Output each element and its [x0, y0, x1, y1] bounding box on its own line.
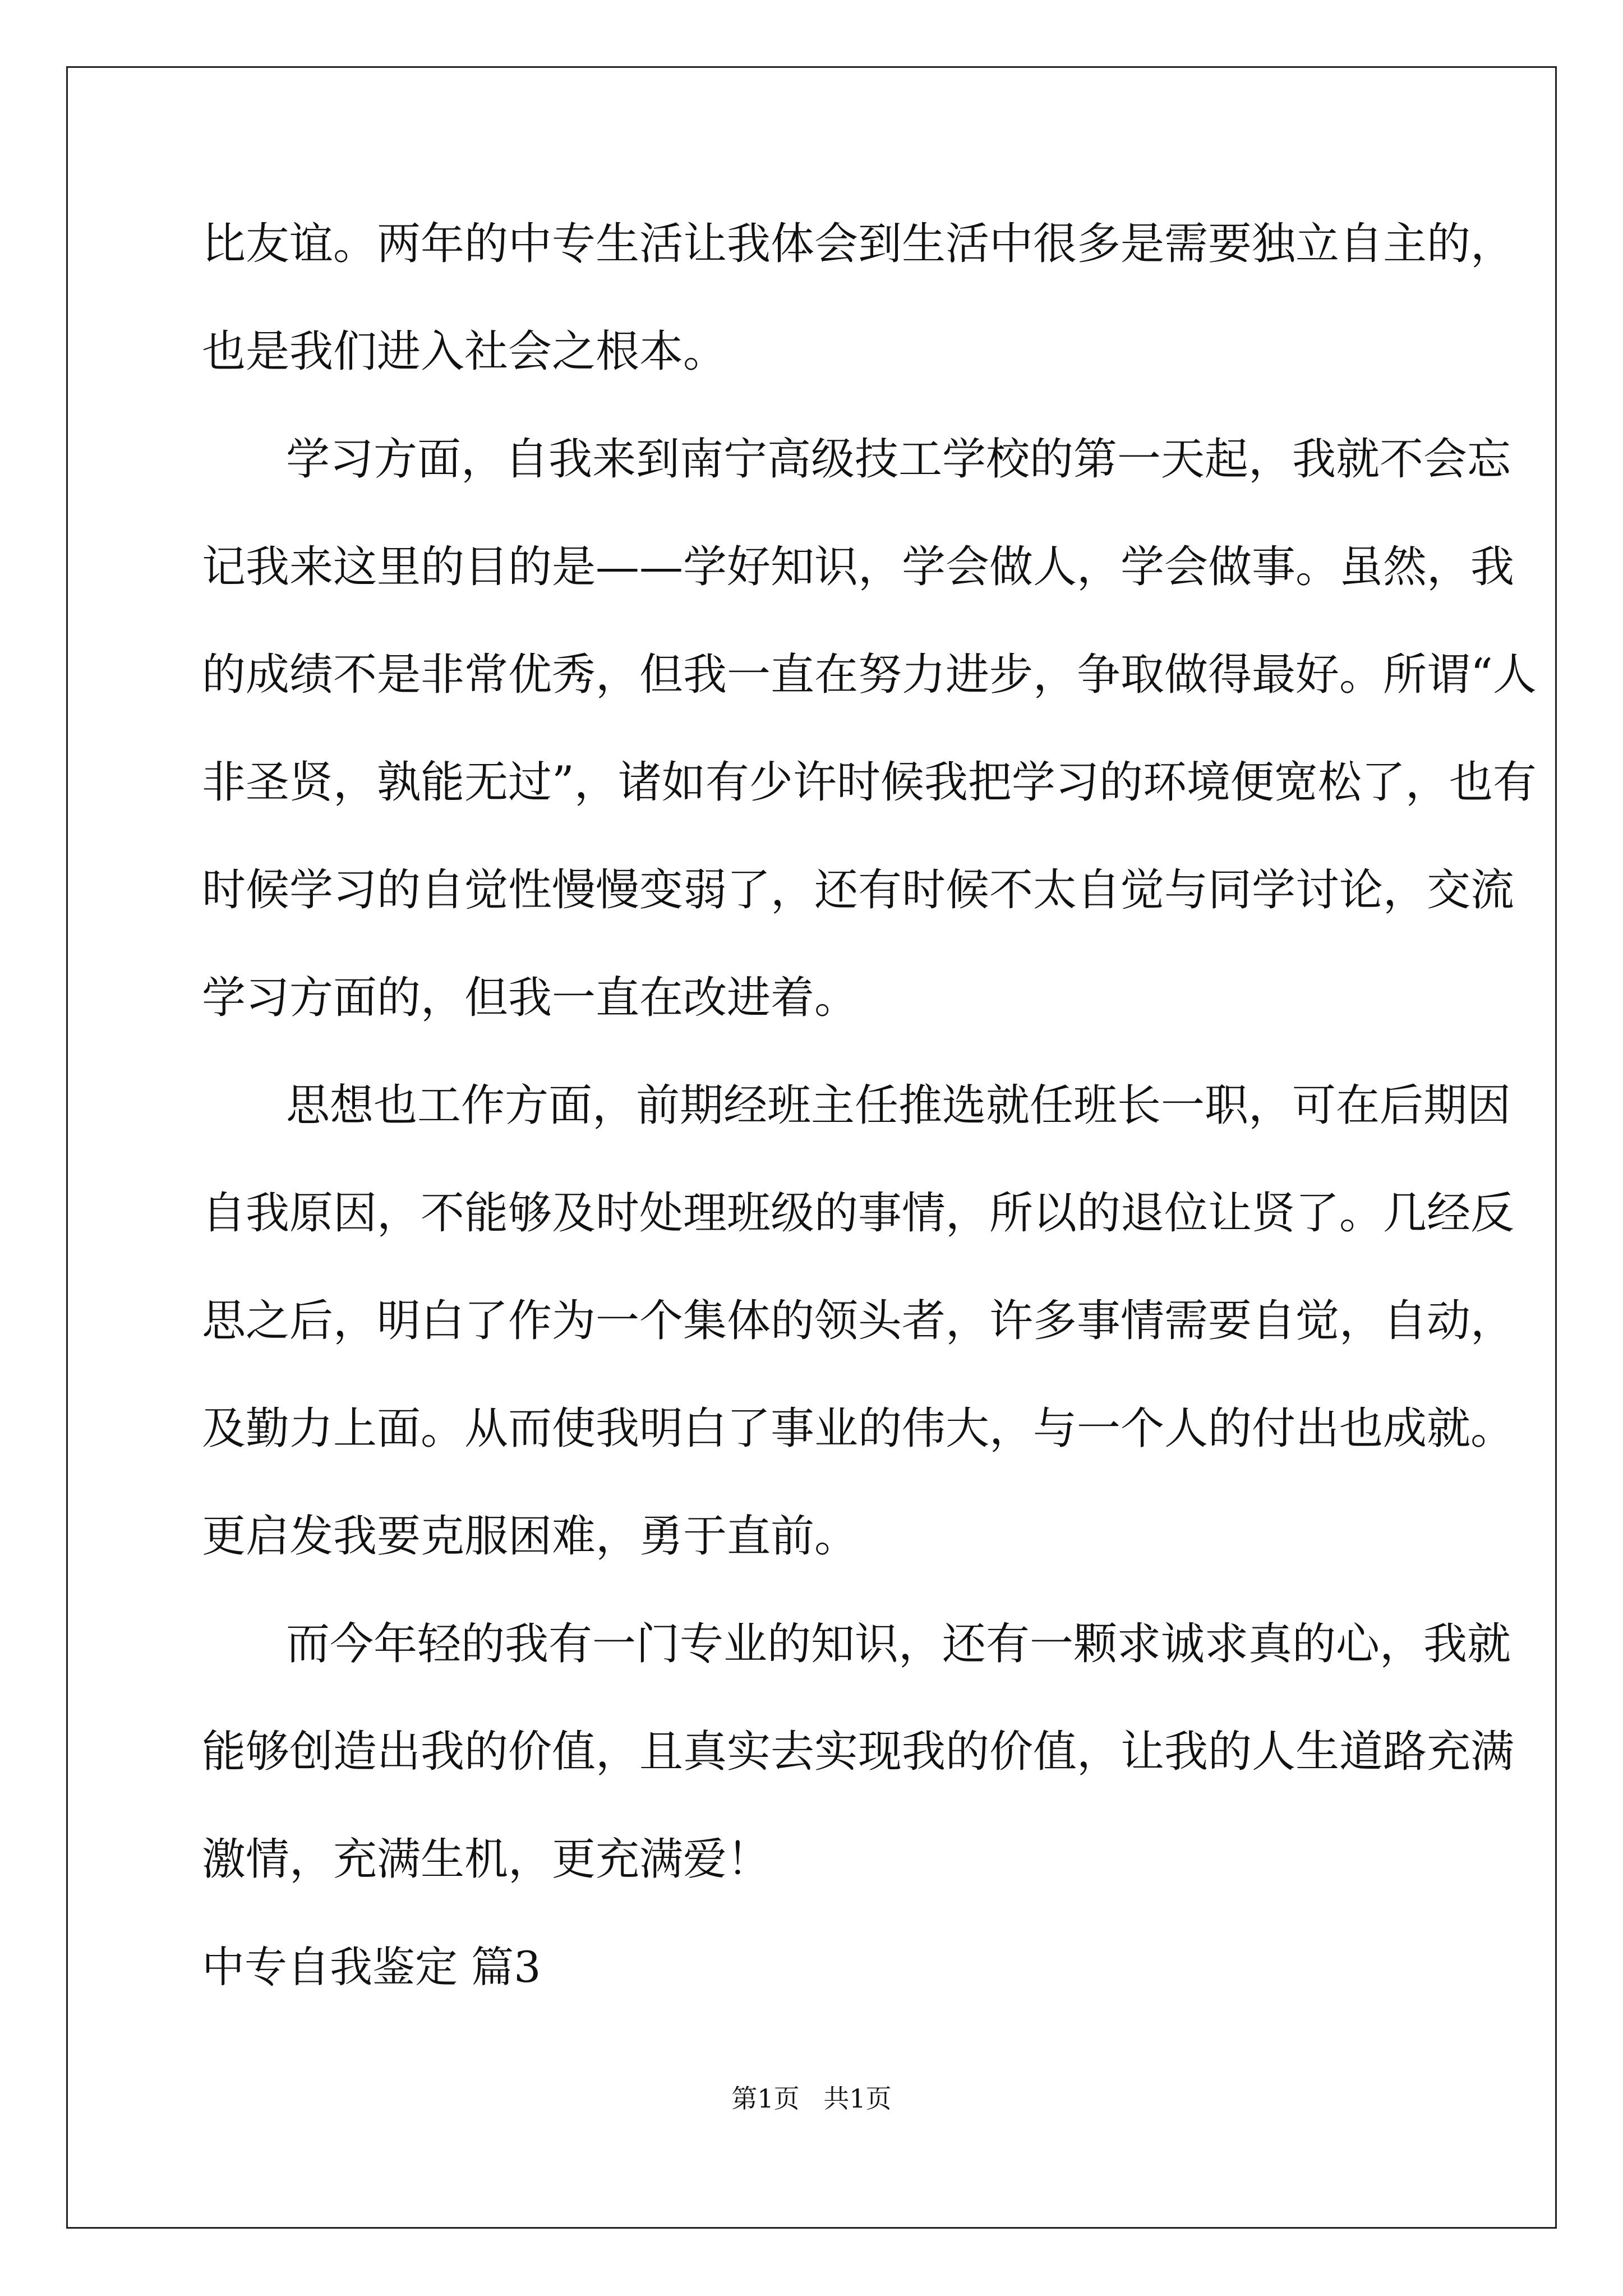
text-line: 及勤力上面。从而使我明白了事业的伟大，与一个人的付出也成就。 — [202, 1404, 1515, 1454]
text-line: 能够创造出我的价值，且真实去实现我的价值，让我的人生道路充满 — [202, 1727, 1515, 1777]
text-line: 也是我们进入社会之根本。 — [202, 326, 727, 377]
text-line: 更启发我要克服困难，勇于直前。 — [202, 1511, 859, 1562]
section-heading: 中专自我鉴定 篇3 — [202, 1942, 541, 1992]
page-border — [66, 66, 1557, 2229]
text-line: 比友谊。两年的中专生活让我体会到生活中很多是需要独立自主的， — [202, 219, 1515, 269]
text-line: 思想也工作方面，前期经班主任推选就任班长一职，可在后期因 — [286, 1080, 1511, 1131]
text-line: 而今年轻的我有一门专业的知识，还有一颗求诚求真的心，我就 — [286, 1619, 1511, 1669]
page-total: 共1页 — [823, 2083, 892, 2114]
page-footer — [0, 2078, 1623, 2115]
text-line: 思之后，明白了作为一个集体的领头者，许多事情需要自觉，自动， — [202, 1296, 1515, 1346]
text-line: 学习方面，自我来到南宁高级技工学校的第一天起，我就不会忘 — [286, 434, 1511, 485]
text-line: 时候学习的自觉性慢慢变弱了，还有时候不太自觉与同学讨论，交流 — [202, 865, 1515, 915]
text-line: 激情，充满生机，更充满爱！ — [202, 1834, 771, 1885]
text-line: 自我原因，不能够及时处理班级的事情，所以的退位让贤了。几经反 — [202, 1188, 1515, 1239]
text-line: 学习方面的，但我一直在改进着。 — [202, 973, 859, 1023]
text-line: 的成绩不是非常优秀，但我一直在努力进步，争取做得最好。所谓“人 — [202, 650, 1537, 700]
text-line: 记我来这里的目的是——学好知识，学会做人，学会做事。虽然，我 — [202, 542, 1515, 592]
text-line: 非圣贤，孰能无过”，诸如有少许时候我把学习的环境便宽松了，也有 — [202, 757, 1537, 808]
page-number: 第1页 — [731, 2083, 800, 2114]
